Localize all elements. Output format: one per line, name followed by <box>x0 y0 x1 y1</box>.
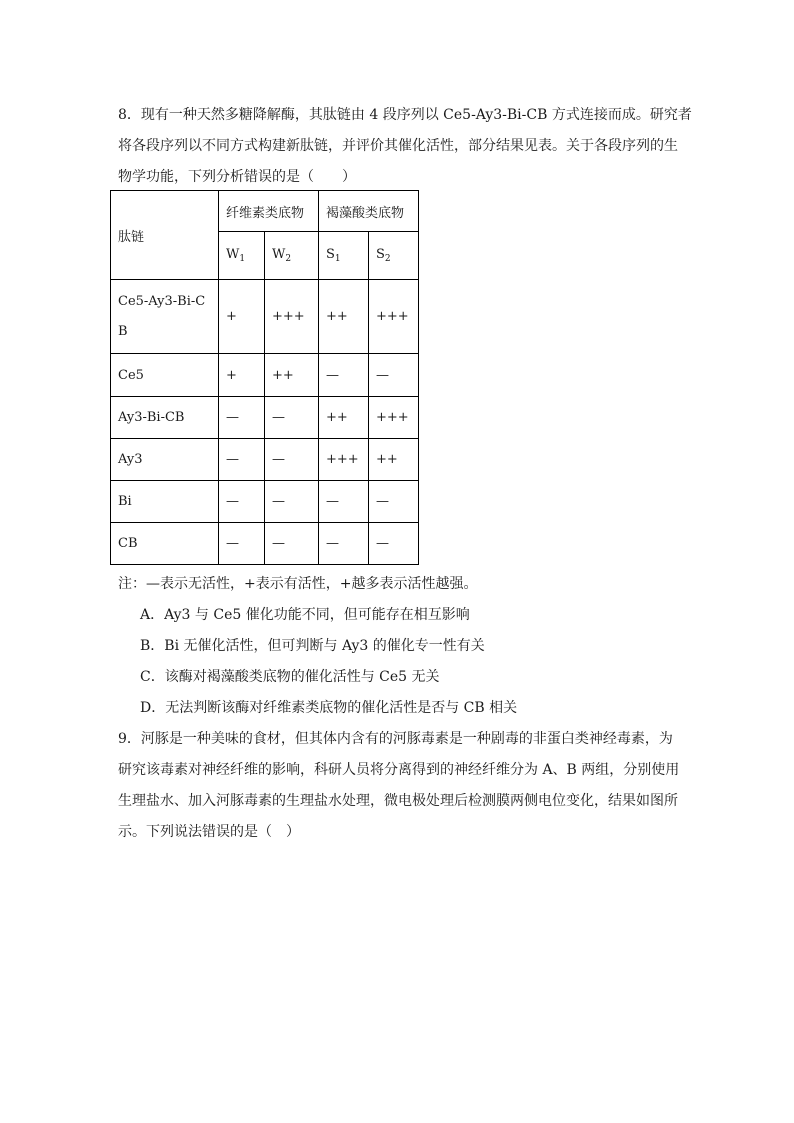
q8-stem-line-2: 将各段序列以不同方式构建新肽链，并评价其催化活性，部分结果见表。关于各段序列的生 <box>118 138 678 154</box>
table-row <box>111 481 419 523</box>
cellulose-substrate-header: 纤维素类底物 <box>219 191 319 232</box>
table-cell: — <box>219 397 265 439</box>
table-cell: ++ <box>319 397 369 439</box>
table-cell: — <box>319 354 369 397</box>
row-name: Ay3-Bi-CB <box>111 397 219 439</box>
table-row <box>111 397 419 439</box>
activity-table <box>110 190 419 565</box>
table-cell: — <box>265 523 319 565</box>
table-cell: ++ <box>265 354 319 397</box>
option-b: B．Bi 无催化活性，但可判断与 Ay3 的催化专一性有关 <box>140 638 485 654</box>
table-cell: +++ <box>369 280 419 354</box>
q8-stem-line-3: 物学功能，下列分析错误的是（ ） <box>118 169 356 185</box>
subheader-w2: $W_2$ <box>265 232 319 280</box>
table-cell: — <box>369 481 419 523</box>
peptide-chain-header: 肽链 <box>111 191 219 280</box>
row-name: Ce5 <box>111 354 219 397</box>
table-cell: + <box>219 280 265 354</box>
table-cell: +++ <box>319 439 369 481</box>
row-name: Ce5-Ay3-Bi-C B <box>111 280 219 354</box>
table-cell: — <box>369 523 419 565</box>
table-cell: — <box>219 523 265 565</box>
table-cell: — <box>319 523 369 565</box>
table-cell: — <box>369 354 419 397</box>
row-name: CB <box>111 523 219 565</box>
table-cell: — <box>265 481 319 523</box>
table-row <box>111 354 419 397</box>
q9-stem-line-3: 生理盐水、加入河豚毒素的生理盐水处理，微电极处理后检测膜两侧电位变化，结果如图所 <box>118 793 678 809</box>
option-d: D．无法判断该酶对纤维素类底物的催化活性是否与 CB 相关 <box>140 700 518 716</box>
table-cell: +++ <box>265 280 319 354</box>
table-cell: — <box>219 481 265 523</box>
row-name: Ay3 <box>111 439 219 481</box>
table-cell: ++ <box>319 280 369 354</box>
option-c: C．该酶对褐藻酸类底物的催化活性与 Ce5 无关 <box>140 669 440 685</box>
table-row <box>111 439 419 481</box>
table-row <box>111 280 419 354</box>
table-cell: ++ <box>369 439 419 481</box>
subheader-s2: $S_2$ <box>369 232 419 280</box>
subheader-w1: $W_1$ <box>219 232 265 280</box>
table-cell: + <box>219 354 265 397</box>
table-cell: — <box>319 481 369 523</box>
subheader-s1: $S_1$ <box>319 232 369 280</box>
table-row <box>111 523 419 565</box>
q9-stem-line-4: 示。下列说法错误的是（ ） <box>118 824 300 840</box>
table-note: 注：—表示无活性，+表示有活性，+越多表示活性越强。 <box>118 576 478 592</box>
option-a: A．Ay3 与 Ce5 催化功能不同，但可能存在相互影响 <box>140 607 470 623</box>
table-cell: — <box>265 397 319 439</box>
table-cell: — <box>219 439 265 481</box>
q9-stem-line-2: 研究该毒素对神经纤维的影响，科研人员将分离得到的神经纤维分为 A、B 两组，分别使用 <box>118 762 680 778</box>
q9-stem-line-1: 9．河豚是一种美味的食材，但其体内含有的河豚毒素是一种剧毒的非蛋白类神经毒素，为 <box>118 731 673 747</box>
q8-stem-line-1: 8．现有一种天然多糖降解酶，其肽链由 4 段序列以 Ce5-Ay3-Bi-CB 方式连接而成。研究者 <box>118 107 692 123</box>
row-name: Bi <box>111 481 219 523</box>
table-cell: — <box>265 439 319 481</box>
table-cell: +++ <box>369 397 419 439</box>
alginate-substrate-header: 褐藻酸类底物 <box>319 191 419 232</box>
